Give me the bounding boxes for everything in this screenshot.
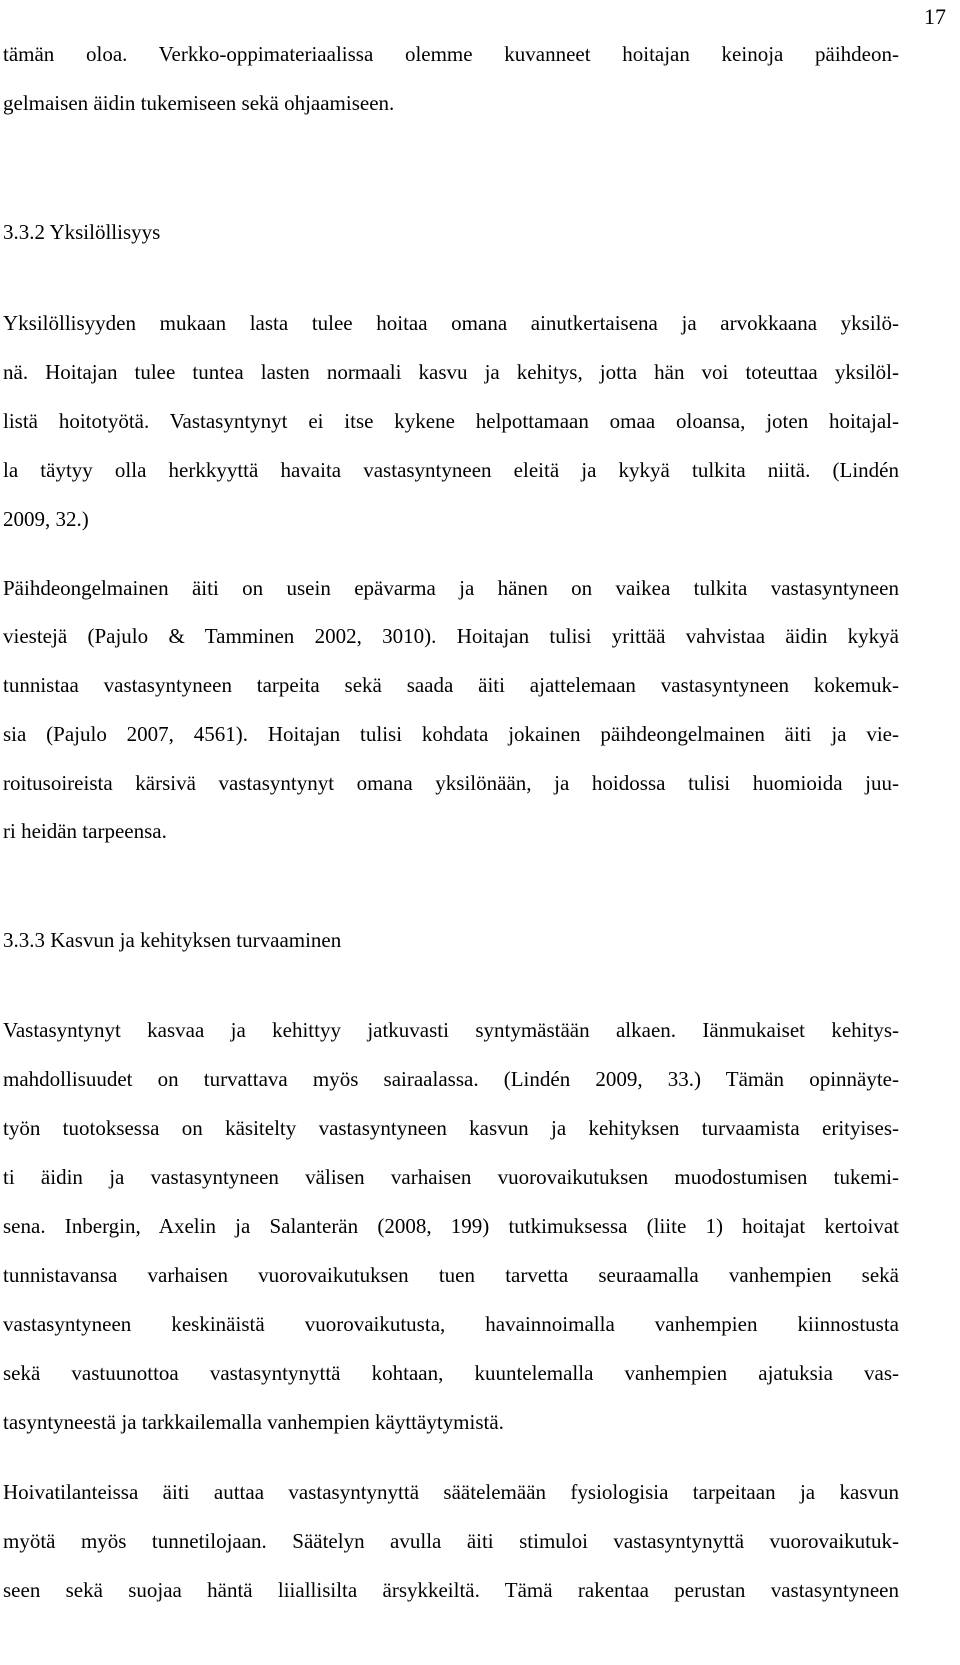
paragraph-line: Hoivatilanteissa äiti auttaa vastasyntynyttä säätelemään fysiologisia tarpeitaan ja kasvun <box>3 1480 899 1504</box>
paragraph-line: listä hoitotyötä. Vastasyntynyt ei itse kykene helpottamaan omaa oloansa, joten hoitajal- <box>3 409 899 433</box>
paragraph-line: mahdollisuudet on turvattava myös sairaalassa. (Lindén 2009, 33.) Tämän opinnäyte- <box>3 1067 899 1091</box>
paragraph-line: sena. Inbergin, Axelin ja Salanterän (2008, 199) tutkimuksessa (liite 1) hoitajat kertoivat <box>3 1214 899 1238</box>
paragraph-line: tasyntyneestä ja tarkkailemalla vanhempien käyttäytymistä. <box>3 1410 504 1434</box>
paragraph-line: tunnistaa vastasyntyneen tarpeita sekä saada äiti ajattelemaan vastasyntyneen kokemuk- <box>3 673 899 697</box>
section-heading-332: 3.3.2 Yksilöllisyys <box>3 220 161 244</box>
paragraph-line: viestejä (Pajulo & Tamminen 2002, 3010). Hoitajan tulisi yrittää vahvistaa äidin kykyä <box>3 624 899 648</box>
paragraph-line: la täytyy olla herkkyyttä havaita vastasyntyneen eleitä ja kykyä tulkita niitä. (Lindén <box>3 458 899 482</box>
paragraph-line: Päihdeongelmainen äiti on usein epävarma ja hänen on vaikea tulkita vastasyntyneen <box>3 576 899 600</box>
paragraph-line: sia (Pajulo 2007, 4561). Hoitajan tulisi kohdata jokainen päihdeongelmainen äiti ja vie- <box>3 722 899 746</box>
paragraph-line: tunnistavansa varhaisen vuorovaikutuksen tuen tarvetta seuraamalla vanhempien sekä <box>3 1263 899 1287</box>
paragraph-line: nä. Hoitajan tulee tuntea lasten normaali kasvu ja kehitys, jotta hän voi toteuttaa yksilöl- <box>3 360 899 384</box>
paragraph-line: myötä myös tunnetilojaan. Säätelyn avulla äiti stimuloi vastasyntynyttä vuorovaikutuk- <box>3 1529 899 1553</box>
intro-line: gelmaisen äidin tukemiseen sekä ohjaamiseen. <box>3 91 395 115</box>
paragraph-line: vastasyntyneen keskinäistä vuorovaikutusta, havainnoimalla vanhempien kiinnostusta <box>3 1312 899 1336</box>
paragraph-line: ti äidin ja vastasyntyneen välisen varhaisen vuorovaikutuksen muodostumisen tukemi- <box>3 1165 899 1189</box>
paragraph-line: ri heidän tarpeensa. <box>3 819 167 843</box>
paragraph-line: roitusoireista kärsivä vastasyntynyt omana yksilönään, ja hoidossa tulisi huomioida juu- <box>3 771 899 795</box>
paragraph-line: seen sekä suojaa häntä liiallisilta ärsykkeiltä. Tämä rakentaa perustan vastasyntyneen <box>3 1578 899 1602</box>
paragraph-line: sekä vastuunottoa vastasyntynyttä kohtaan, kuuntelemalla vanhempien ajatuksia vas- <box>3 1361 899 1385</box>
paragraph-line: Vastasyntynyt kasvaa ja kehittyy jatkuvasti syntymästään alkaen. Iänmukaiset kehitys- <box>3 1018 899 1042</box>
paragraph-line: työn tuotoksessa on käsitelty vastasyntyneen kasvun ja kehityksen turvaamista erityises- <box>3 1116 899 1140</box>
paragraph-line: Yksilöllisyyden mukaan lasta tulee hoitaa omana ainutkertaisena ja arvokkaana yksilö- <box>3 311 899 335</box>
page-number: 17 <box>924 4 946 29</box>
section-heading-333: 3.3.3 Kasvun ja kehityksen turvaaminen <box>3 928 342 952</box>
paragraph-line: 2009, 32.) <box>3 507 89 531</box>
intro-line: tämän oloa. Verkko-oppimateriaalissa olemme kuvanneet hoitajan keinoja päihdeon- <box>3 42 899 66</box>
